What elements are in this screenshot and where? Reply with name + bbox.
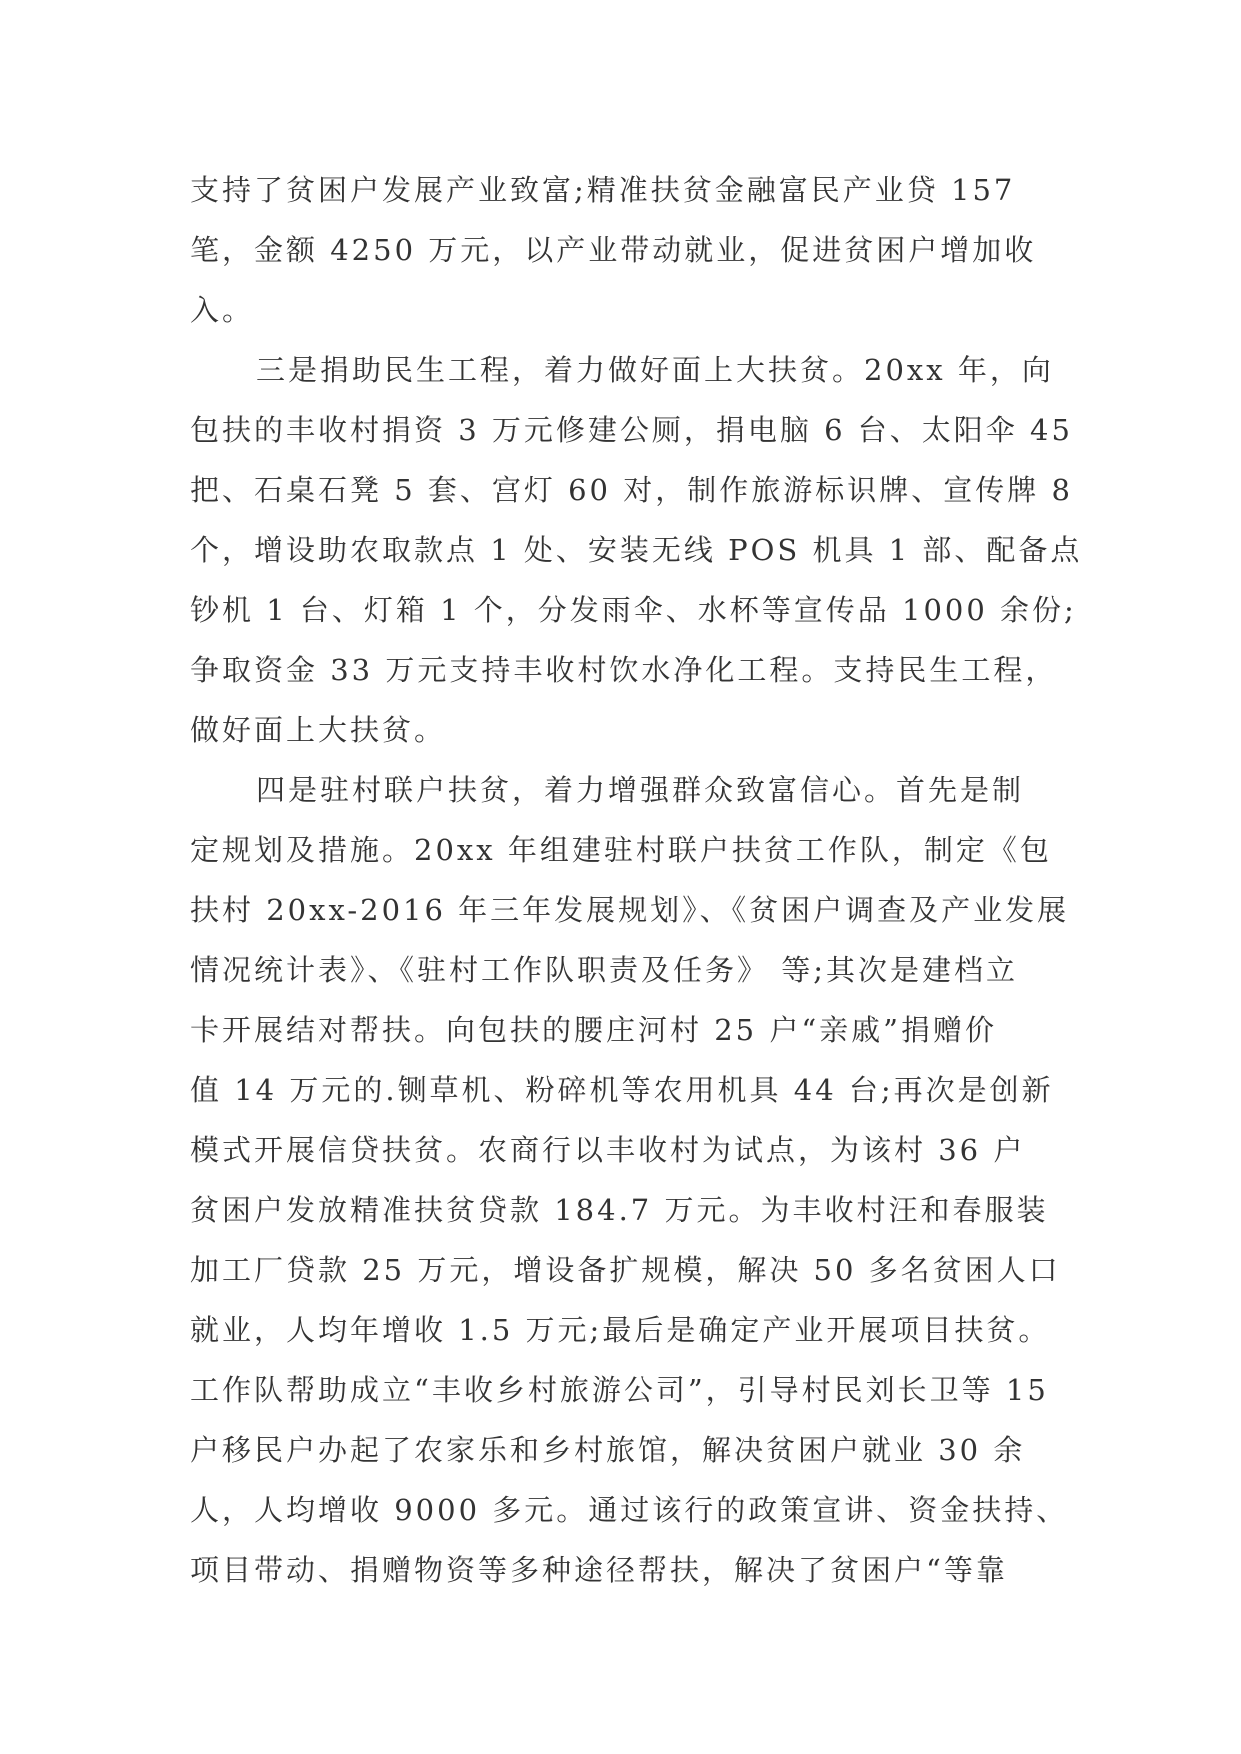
text-line: 户移民户办起了农家乐和乡村旅馆，解决贫困户就业 30 余 xyxy=(190,1433,1026,1467)
text-line: 加工厂贷款 25 万元，增设备扩规模，解决 50 多名贫困人口 xyxy=(190,1253,1061,1287)
text-line: 个，增设助农取款点 1 处、安装无线 POS 机具 1 部、配备点 xyxy=(190,533,1083,567)
text-line: 把、石桌石凳 5 套、宫灯 60 对，制作旅游标识牌、宣传牌 8 xyxy=(190,473,1073,507)
text-line: 工作队帮助成立“丰收乡村旅游公司”，引导村民刘长卫等 15 xyxy=(190,1373,1049,1407)
text-line: 扶村 20xx-2016 年三年发展规划》、《贫困户调查及产业发展 xyxy=(190,893,1070,927)
paragraph-1 xyxy=(190,160,1060,340)
text-line: 三是捐助民生工程，着力做好面上大扶贫。20xx 年，向 xyxy=(256,353,1054,387)
text-line: 情况统计表》、《驻村工作队职责及任务》 等;其次是建档立 xyxy=(190,953,1018,987)
text-line: 值 14 万元的.铡草机、粉碎机等农用机具 44 台;再次是创新 xyxy=(190,1073,1054,1107)
paragraph-2 xyxy=(190,340,1083,760)
text-line: 支持了贫困户发展产业致富;精准扶贫金融富民产业贷 157 xyxy=(190,173,1016,207)
text-line: 做好面上大扶贫。 xyxy=(190,713,447,747)
document-body xyxy=(190,160,1083,1600)
text-line: 人，人均增收 9000 多元。通过该行的政策宣讲、资金扶持、 xyxy=(190,1493,1069,1527)
text-line: 钞机 1 台、灯箱 1 个，分发雨伞、水杯等宣传品 1000 余份; xyxy=(190,593,1077,627)
paragraph-3 xyxy=(190,760,1070,1600)
text-line: 项目带动、捐赠物资等多种途径帮扶，解决了贫困户“等靠 xyxy=(190,1553,1008,1587)
text-line: 贫困户发放精准扶贫贷款 184.7 万元。为丰收村汪和春服装 xyxy=(190,1193,1049,1227)
text-line: 入。 xyxy=(190,293,255,327)
text-line: 包扶的丰收村捐资 3 万元修建公厕，捐电脑 6 台、太阳伞 45 xyxy=(190,413,1073,447)
text-line: 卡开展结对帮扶。向包扶的腰庄河村 25 户“亲戚”捐赠价 xyxy=(190,1013,997,1047)
text-line: 四是驻村联户扶贫，着力增强群众致富信心。首先是制 xyxy=(256,773,1025,807)
text-line: 就业，人均年增收 1.5 万元;最后是确定产业开展项目扶贫。 xyxy=(190,1313,1051,1347)
text-line: 笔，金额 4250 万元，以产业带动就业，促进贫困户增加收 xyxy=(190,233,1037,267)
text-line: 模式开展信贷扶贫。农商行以丰收村为试点，为该村 36 户 xyxy=(190,1133,1026,1167)
text-line: 定规划及措施。20xx 年组建驻村联户扶贫工作队，制定《包 xyxy=(190,833,1052,867)
text-line: 争取资金 33 万元支持丰收村饮水净化工程。支持民生工程， xyxy=(190,653,1058,687)
